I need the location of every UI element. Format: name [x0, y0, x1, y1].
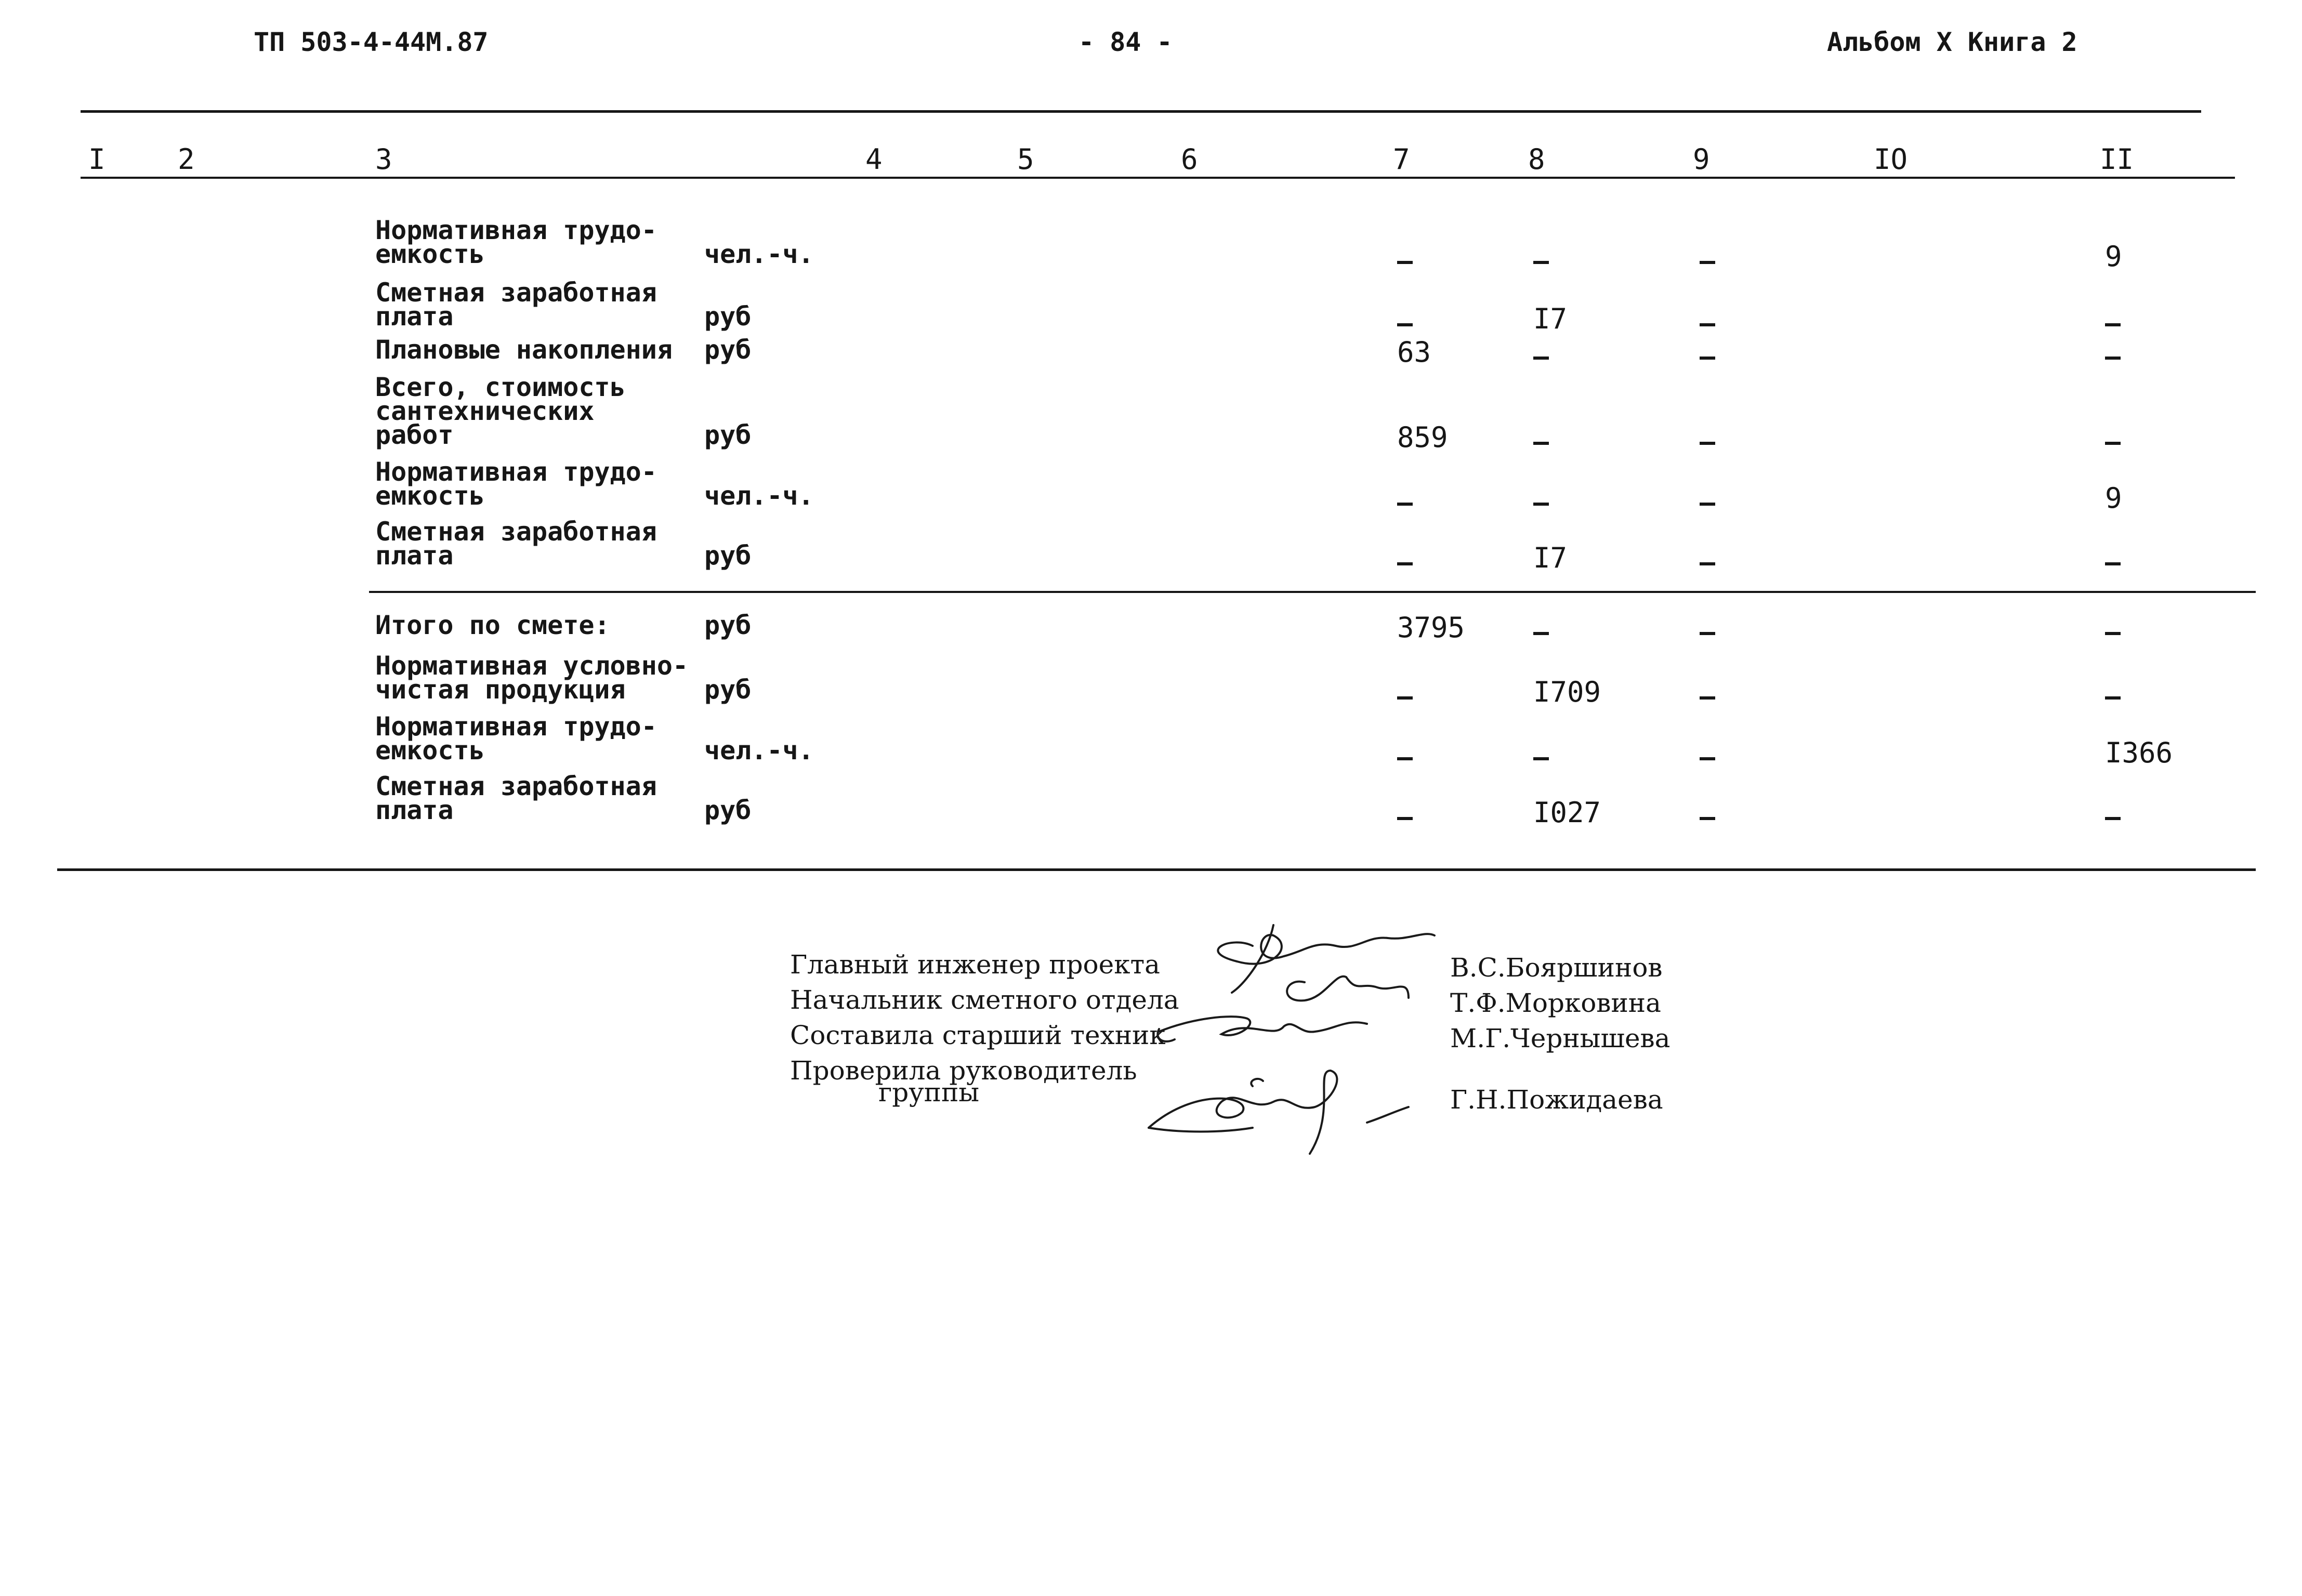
column-number-7: 7 — [1393, 143, 1410, 176]
section-divider — [369, 591, 2256, 593]
signature-stroke-9 — [1367, 1107, 1409, 1123]
cell-value-c8: I7 — [1533, 542, 1568, 574]
empty-cell-dash — [1397, 696, 1413, 700]
signature-person: Г.Н.Пожидаева — [1450, 1085, 1663, 1115]
empty-cell-dash — [1700, 696, 1715, 700]
signature-role: группы — [878, 1077, 980, 1107]
row-label-line: Сметная заработная — [375, 771, 657, 801]
handwritten-signatures — [1117, 915, 1440, 1164]
cell-value-c11: I366 — [2105, 736, 2173, 769]
cell-value-c7: 63 — [1397, 336, 1431, 368]
row-label-line: плата — [375, 540, 454, 571]
empty-cell-dash — [2105, 562, 2121, 565]
row-label-line: Нормативная трудо- — [375, 711, 657, 742]
row-unit: руб — [704, 610, 752, 640]
cell-value-c7: 3795 — [1397, 611, 1465, 644]
row-label-line: Плановые накопления — [375, 335, 673, 365]
empty-cell-dash — [1533, 357, 1549, 360]
empty-cell-dash — [1533, 442, 1549, 445]
empty-cell-dash — [1700, 261, 1715, 264]
column-number-5: 5 — [1017, 143, 1034, 176]
empty-cell-dash — [1397, 323, 1413, 326]
signature-stroke-3 — [1287, 977, 1409, 1001]
row-unit: руб — [704, 335, 752, 365]
signature-stroke-6 — [1149, 1071, 1337, 1154]
column-header-rule — [81, 177, 2235, 179]
column-number-4: 4 — [865, 143, 883, 176]
row-unit: чел.-ч. — [704, 735, 814, 766]
row-label-line: емкость — [375, 481, 485, 511]
album-label: Альбом X Книга 2 — [1827, 27, 2077, 57]
empty-cell-dash — [1700, 817, 1715, 820]
empty-cell-dash — [1700, 757, 1715, 760]
row-unit: руб — [704, 420, 752, 450]
column-number-11: II — [2100, 143, 2134, 176]
empty-cell-dash — [2105, 357, 2121, 360]
row-label-line: Сметная заработная — [375, 278, 657, 308]
column-number-2: 2 — [178, 143, 195, 176]
signature-role: Начальник сметного отдела — [790, 985, 1179, 1015]
empty-cell-dash — [1700, 562, 1715, 565]
row-label-line: плата — [375, 301, 454, 332]
empty-cell-dash — [2105, 323, 2121, 326]
row-label-line: работ — [375, 420, 454, 450]
row-label-line: Нормативная условно- — [375, 651, 689, 681]
signature-person: В.С.Бояршинов — [1450, 953, 1663, 983]
row-unit: чел.-ч. — [704, 239, 814, 269]
cell-value-c8: I027 — [1533, 796, 1601, 829]
row-label-line: Нормативная трудо- — [375, 215, 657, 245]
signature-stroke-1 — [1218, 934, 1435, 964]
row-unit: руб — [704, 795, 752, 825]
row-label-line: емкость — [375, 239, 485, 269]
cell-value-c8: I709 — [1533, 676, 1601, 708]
empty-cell-dash — [1533, 261, 1549, 264]
bottom-rule — [57, 868, 2256, 871]
empty-cell-dash — [1700, 323, 1715, 326]
empty-cell-dash — [1397, 261, 1413, 264]
empty-cell-dash — [1397, 817, 1413, 820]
empty-cell-dash — [1533, 503, 1549, 506]
signature-stroke-8 — [1251, 1079, 1263, 1086]
signature-role: Проверила руководитель — [790, 1056, 1137, 1086]
row-label-line: плата — [375, 795, 454, 825]
row-label-line: Сметная заработная — [375, 517, 657, 547]
column-number-6: 6 — [1181, 143, 1198, 176]
cell-value-c7: 859 — [1397, 421, 1448, 454]
row-label-line: сантехнических — [375, 396, 595, 426]
empty-cell-dash — [1533, 757, 1549, 760]
cell-value-c11: 9 — [2105, 482, 2122, 515]
signature-person: М.Г.Чернышева — [1450, 1023, 1670, 1053]
empty-cell-dash — [2105, 632, 2121, 635]
signature-stroke-4 — [1159, 1017, 1367, 1035]
column-number-3: 3 — [375, 143, 392, 176]
empty-cell-dash — [1533, 632, 1549, 635]
row-unit: руб — [704, 540, 752, 571]
row-label-line: Итого по смете: — [375, 610, 610, 640]
document-code: ТП 503-4-44М.87 — [254, 27, 489, 57]
signature-role: Составила старший техник — [790, 1020, 1166, 1050]
cell-value-c8: I7 — [1533, 302, 1568, 335]
empty-cell-dash — [1397, 562, 1413, 565]
page-number: - 84 - — [1078, 27, 1173, 57]
column-number-1: I — [88, 143, 106, 176]
empty-cell-dash — [2105, 817, 2121, 820]
row-label-line: Нормативная трудо- — [375, 457, 657, 487]
empty-cell-dash — [1397, 757, 1413, 760]
cell-value-c11: 9 — [2105, 240, 2122, 273]
signature-role: Главный инженер проекта — [790, 949, 1160, 980]
row-unit: руб — [704, 301, 752, 332]
signature-person: Т.Ф.Морковина — [1450, 988, 1661, 1018]
row-unit: руб — [704, 675, 752, 705]
empty-cell-dash — [1700, 442, 1715, 445]
row-label-line: емкость — [375, 735, 485, 766]
row-label-line: Всего, стоимость — [375, 372, 626, 402]
column-number-10: IO — [1874, 143, 1908, 176]
empty-cell-dash — [2105, 696, 2121, 700]
empty-cell-dash — [2105, 442, 2121, 445]
row-label-line: чистая продукция — [375, 675, 626, 705]
top-rule — [81, 110, 2201, 113]
empty-cell-dash — [1700, 632, 1715, 635]
column-number-9: 9 — [1693, 143, 1710, 176]
empty-cell-dash — [1700, 357, 1715, 360]
row-unit: чел.-ч. — [704, 481, 814, 511]
signature-stroke-7 — [1149, 1128, 1253, 1132]
empty-cell-dash — [1397, 503, 1413, 506]
column-number-8: 8 — [1528, 143, 1545, 176]
empty-cell-dash — [1700, 503, 1715, 506]
